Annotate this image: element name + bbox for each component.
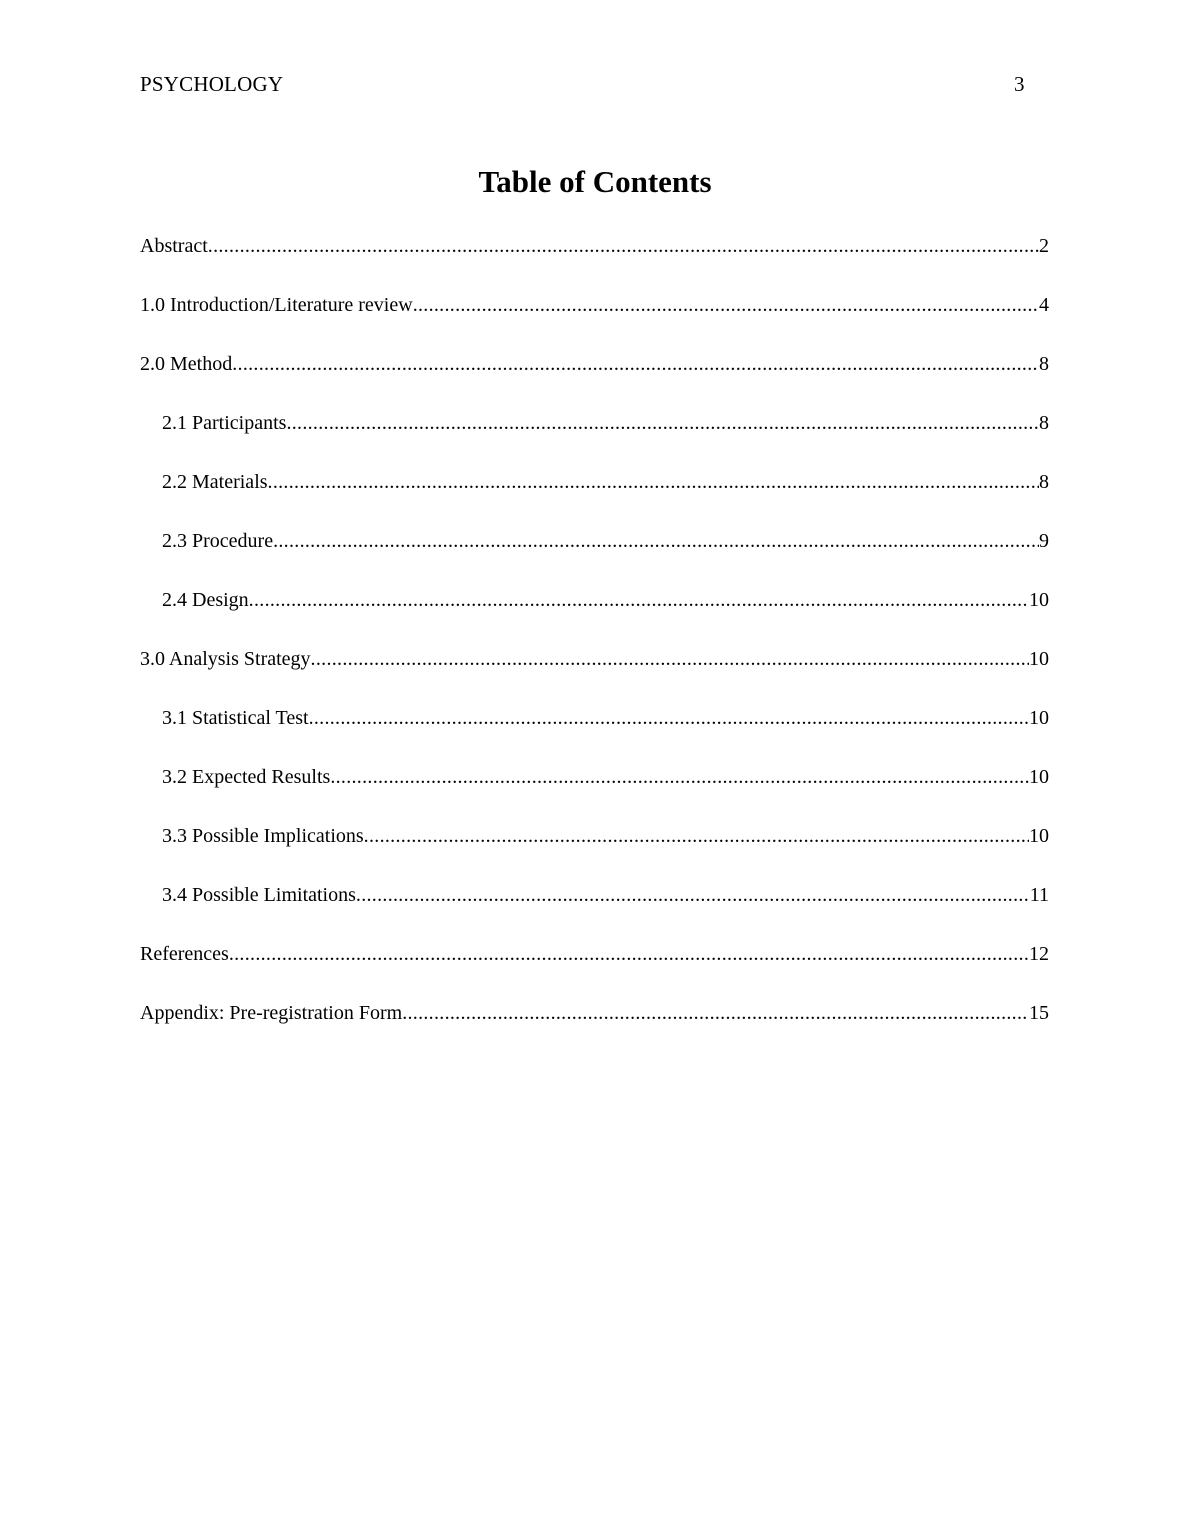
toc-entry-label: Abstract [140,235,208,257]
toc-entry[interactable] [140,468,1049,527]
toc-leader-dots [364,822,1029,850]
toc-entry[interactable] [140,291,1049,350]
toc-entry-page: 2 [1039,235,1049,257]
toc-entry-page: 12 [1029,943,1049,965]
toc-entry[interactable] [140,645,1049,704]
toc-entry[interactable] [140,350,1049,409]
toc-leader-dots [330,763,1029,791]
toc-entry-label: 2.1 Participants [162,412,287,434]
toc-entry-page: 9 [1039,530,1049,552]
toc-entry-label: 3.3 Possible Implications [162,825,364,847]
toc-entry[interactable] [140,704,1049,763]
toc-entry-label: 1.0 Introduction/Literature review [140,294,413,316]
toc-title: Table of Contents [478,164,712,199]
toc-entry-label: 3.0 Analysis Strategy [140,648,311,670]
toc-entry-label: Appendix: Pre-registration Form [140,1002,403,1024]
toc-entry[interactable] [140,763,1049,822]
page-number: 3 [1014,72,1025,96]
toc-leader-dots [232,350,1039,378]
toc-leader-dots [273,527,1039,555]
toc-leader-dots [311,645,1029,673]
toc-entry[interactable] [140,881,1049,940]
toc-entry[interactable] [140,586,1049,645]
toc-entry-page: 10 [1029,648,1049,670]
toc-leader-dots [356,881,1030,909]
toc-entry-label: 3.2 Expected Results [162,766,331,788]
toc-leader-dots [309,704,1029,732]
toc-entry-label: 2.3 Procedure [162,530,274,552]
toc-entry-page: 8 [1039,471,1049,493]
toc-leader-dots [268,468,1039,496]
toc-leader-dots [413,291,1039,319]
toc-entry-label: References [140,943,229,965]
toc-entry-page: 10 [1029,589,1049,611]
toc-entry-label: 3.4 Possible Limitations [162,884,356,906]
toc-leader-dots [286,409,1039,437]
toc-entry[interactable] [140,999,1049,1058]
toc-leader-dots [229,940,1029,968]
toc-entry-page: 11 [1029,884,1049,906]
running-head: PSYCHOLOGY [140,72,284,96]
toc-entry-page: 15 [1029,1002,1049,1024]
toc-leader-dots [402,999,1029,1027]
table-of-contents [140,232,1049,1058]
toc-entry-page: 10 [1029,825,1049,847]
toc-entry-page: 4 [1039,294,1049,316]
toc-entry-page: 10 [1029,707,1049,729]
toc-entry[interactable] [140,527,1049,586]
toc-entry[interactable] [140,409,1049,468]
toc-entry[interactable] [140,232,1049,291]
toc-entry-label: 3.1 Statistical Test [162,707,309,729]
toc-entry[interactable] [140,940,1049,999]
toc-entry-label: 2.0 Method [140,353,233,375]
toc-entry-label: 2.4 Design [162,589,249,611]
toc-leader-dots [208,232,1039,260]
toc-entry-page: 10 [1029,766,1049,788]
toc-entry-label: 2.2 Materials [162,471,268,493]
toc-entry-page: 8 [1039,412,1049,434]
toc-entry[interactable] [140,822,1049,881]
toc-entry-page: 8 [1039,353,1049,375]
toc-leader-dots [249,586,1029,614]
